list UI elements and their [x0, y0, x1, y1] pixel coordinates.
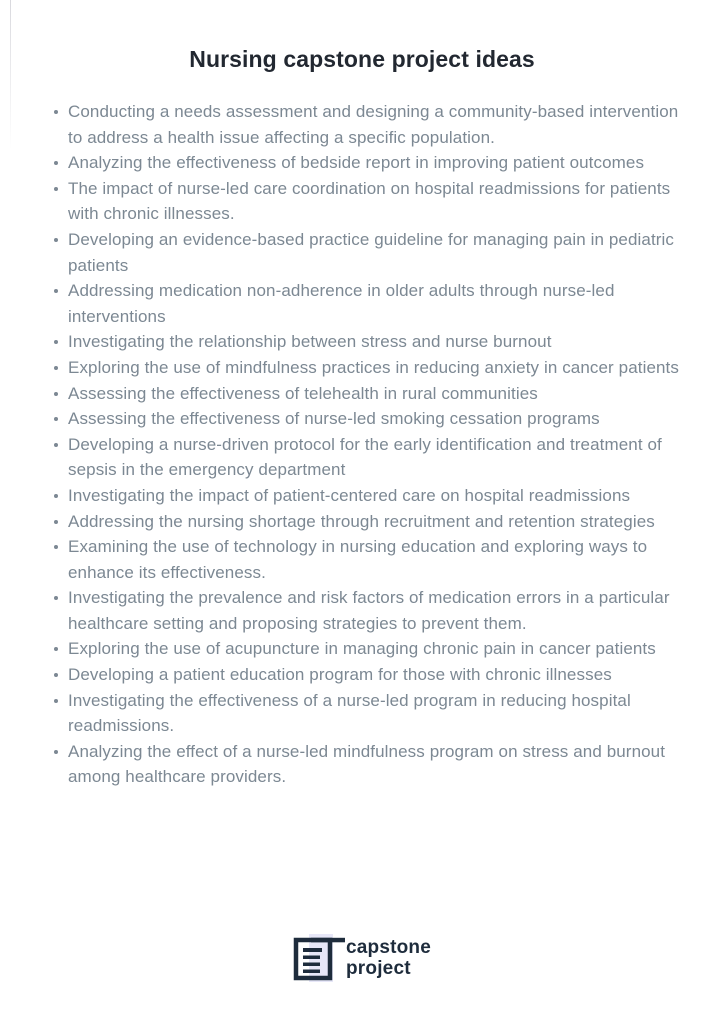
bullet-icon [54, 636, 68, 662]
list-item-text: Developing an evidence-based practice guideline for managing pain in pediatric patients [68, 229, 675, 275]
list-item-text: Exploring the use of mindfulness practices in reducing anxiety in cancer patients [68, 357, 679, 377]
list-item-text: Analyzing the effect of a nurse-led mindfulness program on stress and burnout among healthcare providers. [68, 741, 666, 787]
list-item [54, 585, 688, 636]
capstone-project-logo [293, 934, 431, 984]
list-item [54, 150, 688, 176]
bullet-icon [54, 176, 68, 227]
list-item [54, 483, 688, 509]
list-item [54, 509, 688, 535]
bullet-icon [54, 99, 68, 150]
logo-wordmark [346, 937, 431, 979]
bullet-icon [54, 534, 68, 585]
bullet-icon [54, 662, 68, 688]
list-item-text: Investigating the impact of patient-centered care on hospital readmissions [68, 485, 631, 505]
bullet-icon [54, 278, 68, 329]
idea-list [54, 99, 688, 790]
list-item-text: Addressing medication non-adherence in older adults through nurse-led interventions [68, 281, 615, 326]
bullet-icon [54, 432, 68, 483]
bullet-icon [54, 585, 68, 636]
list-item-text: Investigating the prevalence and risk factors of medication errors in a particular healthcare setting and proposing strategies to prevent them. [68, 588, 670, 633]
bullet-icon [54, 406, 68, 432]
list-item-text: Assessing the effectiveness of nurse-led smoking cessation programs [68, 409, 600, 429]
bullet-icon [54, 150, 68, 176]
list-item-text: Investigating the relationship between stress and nurse burnout [68, 332, 552, 352]
page-title: Nursing capstone project ideas [189, 46, 535, 72]
bullet-icon [54, 483, 68, 509]
list-item [54, 99, 688, 150]
list-item [54, 432, 688, 483]
bullet-icon [54, 355, 68, 381]
list-item-text: Addressing the nursing shortage through recruitment and retention strategies [68, 511, 655, 531]
list-item-text: Conducting a needs assessment and designing a community-based intervention to address a health issue affecting a specific population. [68, 102, 679, 147]
list-item [54, 355, 688, 381]
list-item [54, 662, 688, 688]
list-item-text: Developing a nurse-driven protocol for the early identification and treatment of sepsis in the emergency department [68, 434, 662, 480]
list-item-text: The impact of nurse-led care coordination on hospital readmissions for patients with chronic illnesses. [68, 178, 671, 224]
bullet-icon [54, 329, 68, 355]
list-item [54, 329, 688, 355]
logo-text-capstone: capstone [345, 937, 432, 958]
list-item-text: Developing a patient education program for those with chronic illnesses [68, 665, 612, 685]
document-lines-icon [293, 934, 345, 984]
list-item [54, 176, 688, 227]
bullet-icon [54, 739, 68, 790]
bullet-icon [54, 227, 68, 278]
bullet-icon [54, 509, 68, 535]
list-item [54, 739, 688, 790]
list-item-text: Assessing the effectiveness of telehealth in rural communities [68, 383, 538, 403]
logo-text-project: project [345, 958, 411, 979]
list-item [54, 636, 688, 662]
list-item-text: Exploring the use of acupuncture in managing chronic pain in cancer patients [68, 639, 656, 659]
list-item [54, 688, 688, 739]
list-item [54, 278, 688, 329]
list-item-text: Analyzing the effectiveness of bedside report in improving patient outcomes [68, 153, 645, 173]
bullet-icon [54, 688, 68, 739]
list-item [54, 381, 688, 407]
bullet-icon [54, 381, 68, 407]
list-item [54, 227, 688, 278]
list-item-text: Examining the use of technology in nursing education and exploring ways to enhance its effectiveness. [68, 537, 648, 582]
list-item-text: Investigating the effectiveness of a nurse-led program in reducing hospital readmissions. [68, 690, 631, 736]
page-edge-artifact [10, 0, 11, 150]
list-item [54, 406, 688, 432]
list-item [54, 534, 688, 585]
